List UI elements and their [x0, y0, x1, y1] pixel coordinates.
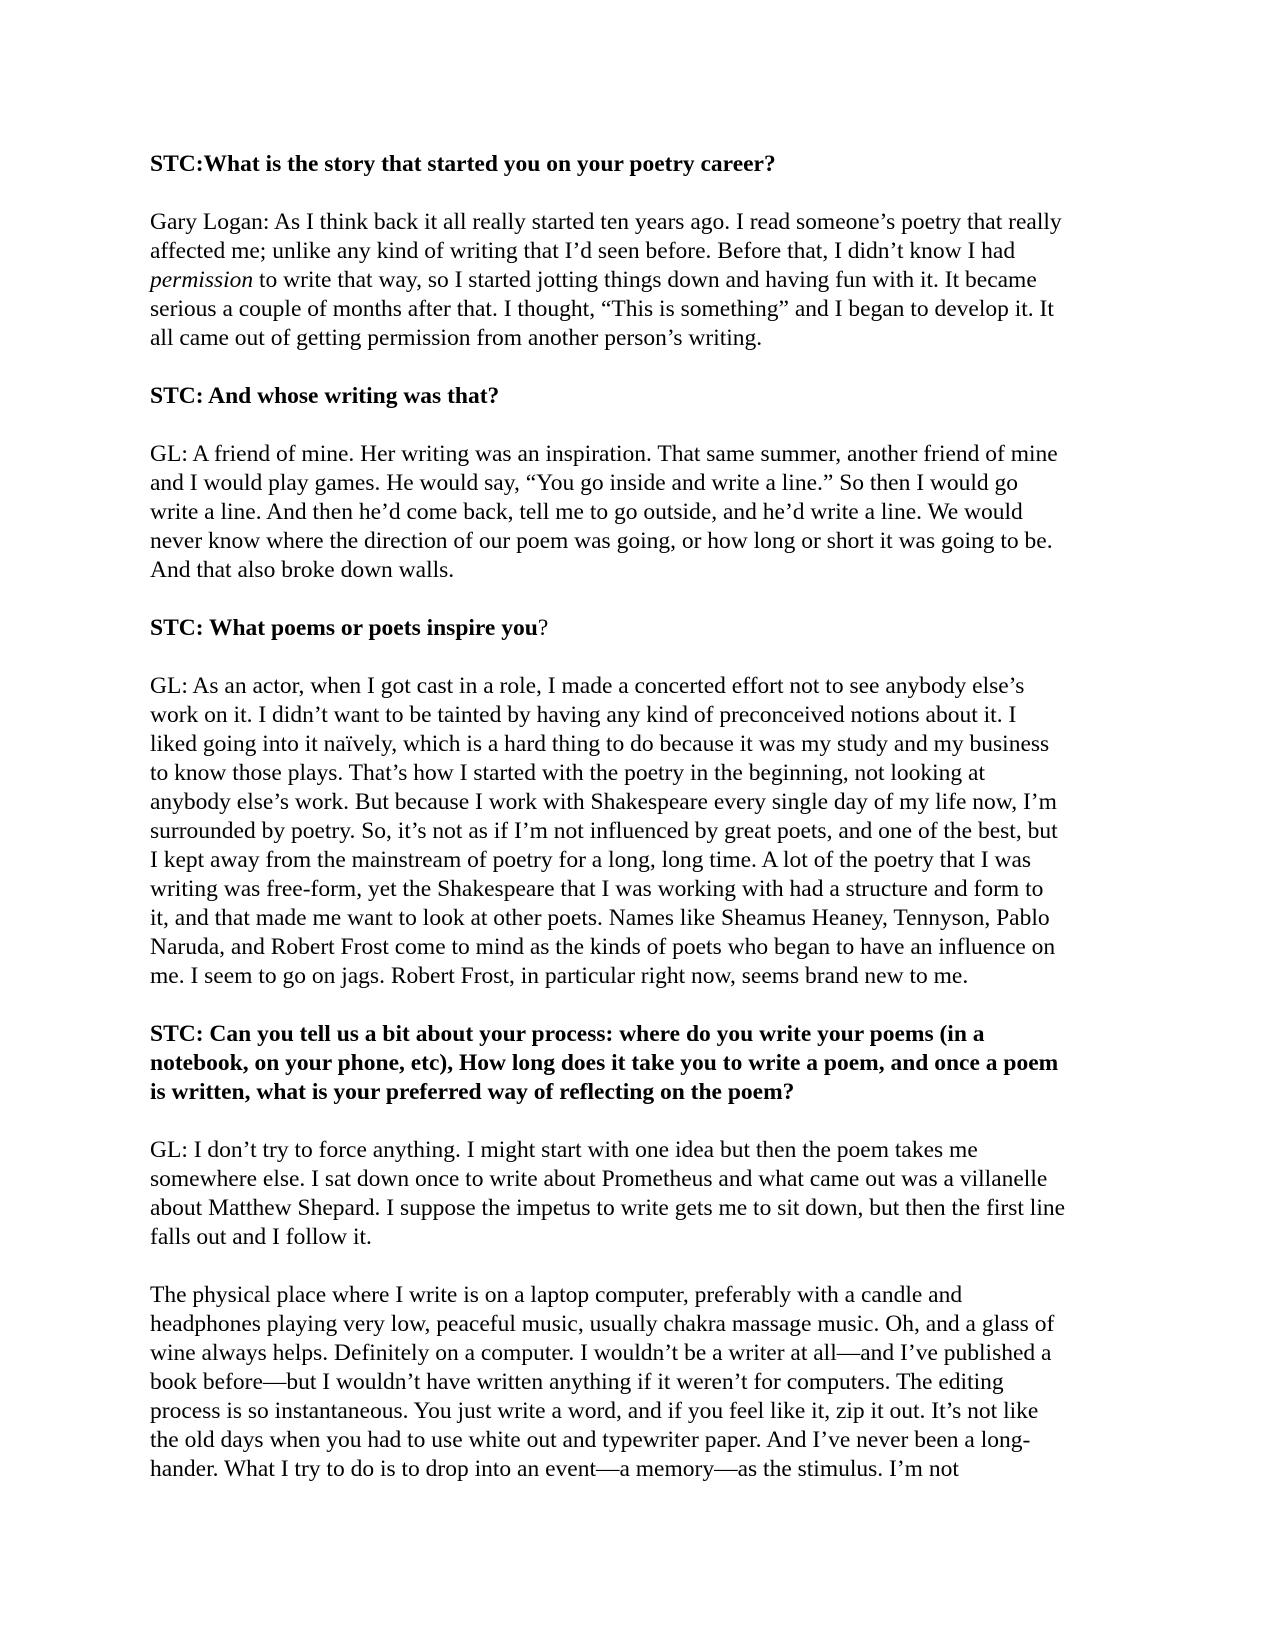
answer-4: GL: I don’t try to force anything. I might start with one idea but then the poem takes me somewhere else. I sat down once to write about Prometheus and what came out was a villanelle about Matthew Shepard. I suppose the impetus to write gets me to sit down, but then the first line falls out and I follow it.: [150, 1137, 1066, 1250]
spacer: [150, 1252, 1140, 1281]
spacer: [150, 179, 1140, 208]
question-3: [150, 614, 1140, 643]
question-3-mark: ?: [537, 615, 549, 641]
spacer: [150, 585, 1140, 614]
spacer: [150, 1107, 1140, 1136]
question-4: STC: Can you tell us a bit about your process: where do you write your poems (in a notebook, on your phone, etc), How long does it take you to write a poem, and once a poem is written, what is your preferred way of reflecting on the poem?: [150, 1021, 1059, 1105]
answer-2: GL: A friend of mine. Her writing was an inspiration. That same summer, another friend of mine and I would play games. He would say, “You go inside and write a line.” So then I would go write a line. And then he’d come back, tell me to go outside, and he’d write a line. We would never know where the direction of our poem was going, or how long or short it was going to be. And that also broke down walls.: [150, 441, 1058, 583]
document-page: [150, 150, 1140, 1484]
question-1: STC:What is the story that started you on your poetry career?: [150, 151, 776, 177]
answer-1-part-b: to write that way, so I started jotting things down and having fun with it. It became serious a couple of months after that. I thought, “This is something” and I began to develop it. It all came out of getting permission from another person’s writing.: [150, 267, 1054, 351]
question-3-bold: STC: What poems or poets inspire you: [150, 615, 538, 641]
spacer: [150, 991, 1140, 1020]
spacer: [150, 643, 1140, 672]
spacer: [150, 411, 1140, 440]
spacer: [150, 353, 1140, 382]
answer-4-continued: The physical place where I write is on a laptop computer, preferably with a candle and headphones playing very low, peaceful music, usually chakra massage music. Oh, and a glass of wine always helps. Definitely on a computer. I wouldn’t be a writer at all—and I’ve published a book before—but I wouldn’t have written anything if it weren’t for computers. The editing process is so instantaneous. You just write a word, and if you feel like it, zip it out. It’s not like the old days when you had to use white out and typewriter paper. And I’ve never been a long- hander. What I try to do is to drop into an event—a memory—as the stimulus. I’m not: [150, 1282, 1055, 1482]
answer-1-part-a: Gary Logan: As I think back it all really started ten years ago. I read someone’s poetry that really affected me; unlike any kind of writing that I’d seen before. Before that, I didn’t know I had: [150, 209, 1062, 264]
answer-1-emphasis: permission: [150, 267, 254, 293]
question-2: STC: And whose writing was that?: [150, 383, 500, 409]
answer-3: GL: As an actor, when I got cast in a role, I made a concerted effort not to see anybody else’s work on it. I didn’t want to be tainted by having any kind of preconceived notions about it. I liked going into it naïvely, which is a hard thing to do because it was my study and my business to know those plays. That’s how I started with the poetry in the beginning, not looking at anybody else’s work. But because I work with Shakespeare every single day of my life now, I’m surrounded by poetry. So, it’s not as if I’m not influenced by great poets, and one of the best, but I kept away from the mainstream of poetry for a long, long time. A lot of the poetry that I was writing was free-form, yet the Shakespeare that I was working with had a structure and form to it, and that made me want to look at other poets. Names like Sheamus Heaney, Tennyson, Pablo Naruda, and Robert Frost come to mind as the kinds of poets who began to have an influence on me. I seem to go on jags. Robert Frost, in particular right now, seems brand new to me.: [150, 673, 1058, 989]
answer-1: [150, 208, 1140, 353]
